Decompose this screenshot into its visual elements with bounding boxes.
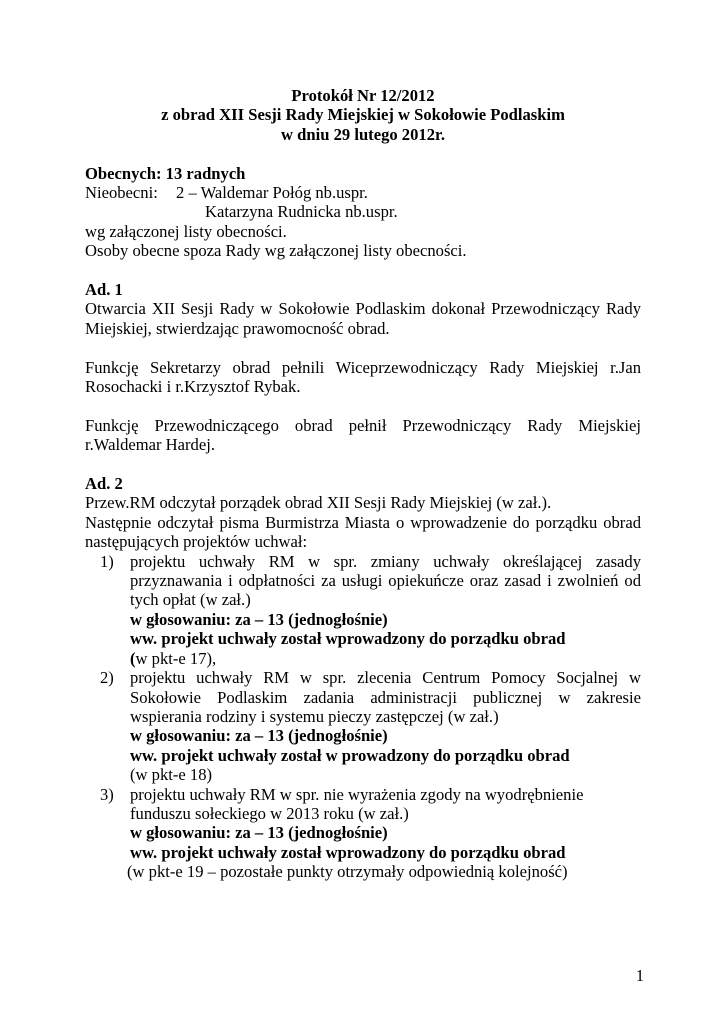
item-vote: w głosowaniu: za – 13 (jednogłośnie) [130, 609, 388, 629]
list-item [85, 785, 641, 882]
ad1-heading: Ad. 1 [85, 280, 123, 300]
attendance-section [85, 164, 641, 261]
item-note: (w pkt-e 19 – pozostałe punkty otrzymały odpowiednią kolejność) [127, 862, 568, 882]
item-vote: w głosowaniu: za – 13 (jednogłośnie) [130, 823, 388, 843]
item-text: projektu uchwały RM w spr. zlecenia Centrum Pomocy Socjalnej w Sokołowie Podlaskim zadania administracji publicznej w zakresie wspierania rodziny i systemu pieczy zastępczej (w zał.) [130, 668, 641, 726]
ad2-heading: Ad. 2 [85, 474, 123, 494]
item-vote: w głosowaniu: za – 13 (jednogłośnie) [130, 726, 388, 746]
list-item [85, 552, 641, 668]
item-result: ww. projekt uchwały został wprowadzony do porządku obrad [130, 629, 566, 649]
item-number: 1) [100, 551, 114, 571]
item-text: projektu uchwały RM w spr. nie wyrażenia zgody na wyodrębnienie funduszu sołeckiego w 2013 roku (w zał.) [130, 784, 584, 823]
page-number: 1 [635, 966, 644, 985]
resolution-list [85, 552, 641, 882]
document-page [85, 86, 641, 882]
title-line-1: Protokół Nr 12/2012 [291, 86, 435, 105]
document-title [85, 86, 641, 144]
item-result: ww. projekt uchwały został wprowadzony do porządku obrad [130, 842, 566, 862]
ad2-section [85, 474, 641, 882]
title-line-3: w dniu 29 lutego 2012r. [281, 124, 445, 144]
item-number: 2) [100, 668, 114, 688]
ad2-intro-2: Następnie odczytał pisma Burmistrza Miasta o wprowadzenie do porządku obrad następujących projektów uchwał: [85, 512, 641, 552]
attendance-list-note: wg załączonej listy obecności. [85, 221, 287, 241]
ad2-intro-1: Przew.RM odczytał porządek obrad XII Sesji Rady Miejskiej (w zał.). [85, 493, 552, 513]
item-note-text: w pkt-e 17), [135, 648, 217, 668]
present-count: Obecnych: 13 radnych [85, 163, 246, 183]
absent-row [85, 183, 641, 202]
absent-second: Katarzyna Rudnicka nb.uspr. [205, 202, 398, 222]
attendance-others-note: Osoby obecne spoza Rady wg załączonej listy obecności. [85, 241, 467, 261]
ad1-paragraph-2: Funkcję Sekretarzy obrad pełnili Wiceprzewodniczący Rady Miejskiej r.Jan Rosochacki i r.Krzysztof Rybak. [85, 357, 641, 397]
ad1-paragraph-1: Otwarcia XII Sesji Rady w Sokołowie Podlaskim dokonał Przewodniczący Rady Miejskiej, stwierdzając prawomocność obrad. [85, 299, 641, 338]
item-text: projektu uchwały RM w spr. zmiany uchwały określającej zasady przyznawania i odpłatności za usługi opiekuńcze oraz zasad i zwolnień od tych opłat (w zał.) [130, 551, 641, 610]
ad1-section [85, 280, 641, 455]
item-number: 3) [100, 784, 114, 804]
item-note-paren: ( [130, 648, 136, 668]
item-result: ww. projekt uchwały został w prowadzony do porządku obrad [130, 745, 570, 765]
ad1-paragraph-3: Funkcję Przewodniczącego obrad pełnił Przewodniczący Rady Miejskiej r.Waldemar Hardej. [85, 415, 641, 455]
absent-label: Nieobecni: [85, 183, 158, 203]
list-item [85, 668, 641, 784]
item-note: (w pkt-e 18) [130, 765, 213, 785]
item-note [130, 649, 641, 668]
absent-first: 2 – Waldemar Połóg nb.uspr. [176, 183, 368, 203]
title-line-2: z obrad XII Sesji Rady Miejskiej w Sokołowie Podlaskim [161, 105, 565, 125]
